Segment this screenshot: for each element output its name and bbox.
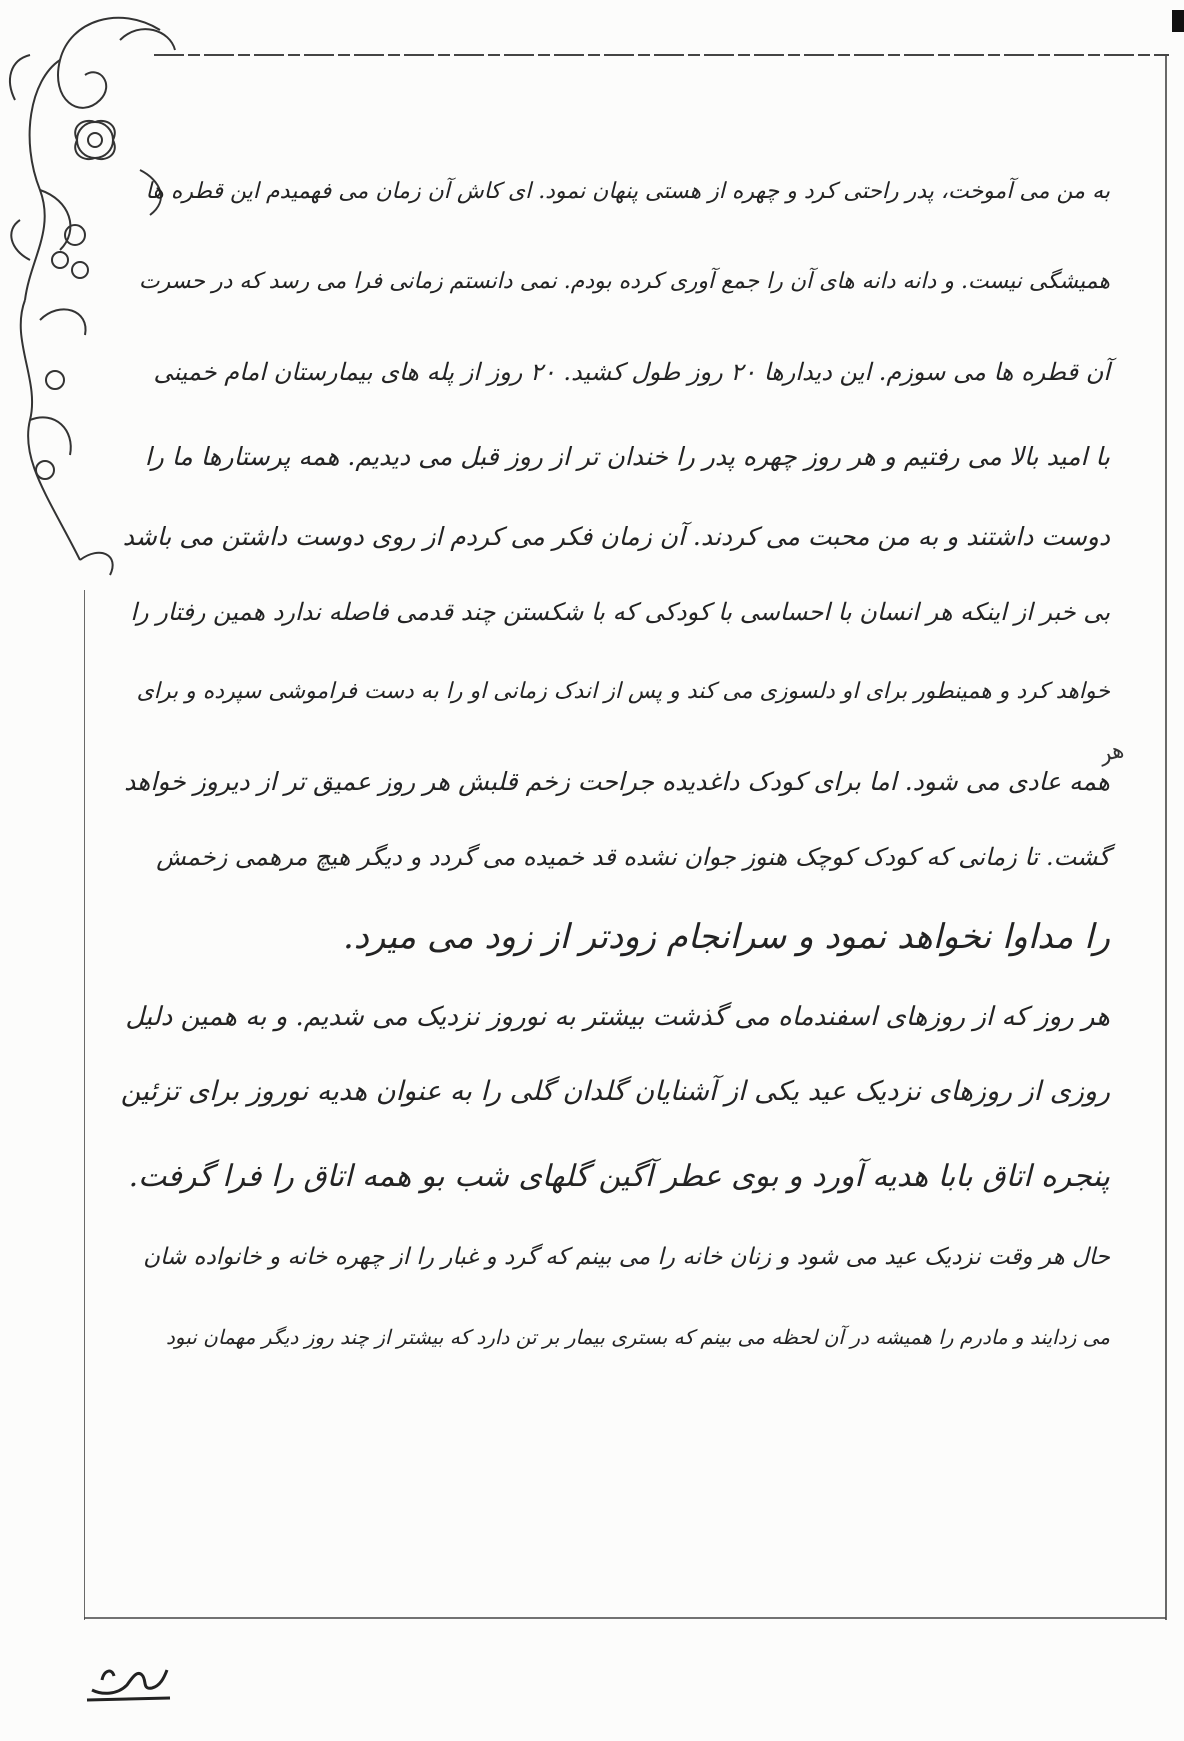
text-line: بی خبر از اینکه هر انسان با احساسی با کودکی که با شکستن چند قدمی فاصله ندارد همین رفتار را	[130, 598, 1110, 626]
text-line: همه عادی می شود. اما برای کودک داغدیده جراحت زخم قلبش هر روز عمیق تر از دیروز خواهد	[124, 767, 1110, 796]
text-line: را مداوا نخواهد نمود و سرانجام زودتر از زود می میرد.	[342, 917, 1110, 957]
text-line: حال هر وقت نزدیک عید می شود و زنان خانه را می بینم که گرد و غبار را از چهره خانه و خانواده شان	[143, 1244, 1110, 1270]
text-line: همیشگی نیست. و دانه دانه های آن را جمع آوری کرده بودم. نمی دانستم زمانی فرا می رسد که در حسرت	[138, 269, 1110, 294]
text-line: هر روز که از روزهای اسفندماه می گذشت بیشتر به نوروز نزدیک می شدیم. و به همین دلیل	[125, 1002, 1110, 1032]
text-line: دوست داشتند و به من محبت می کردند. آن زمان فکر می کردم از روی دوست داشتن می باشد	[122, 522, 1110, 551]
text-line: گشت. تا زمانی که کودک کوچک هنوز جوان نشده قد خمیده می گردد و دیگر هیچ مرهمی زخمش	[156, 843, 1110, 871]
text-line: آن قطره ها می سوزم. این دیدارها ۲۰ روز طول کشید. ۲۰ روز از پله های بیمارستان امام خمینی	[153, 358, 1110, 386]
text-line: می زدایند و مادرم را همیشه در آن لحظه می بینم که بستری بیمار بر تن دارد که بیشتر از چند روز دیگر مهمان نبود	[165, 1325, 1110, 1349]
signature-icon	[82, 1640, 172, 1710]
text-line: خواهد کرد و همینطور برای او دلسوزی می کند و پس از اندک زمانی او را به دست فراموشی سپرده و برای	[136, 679, 1110, 704]
text-line: پنجره اتاق بابا هدیه آورد و بوی عطر آگین گلهای شب بو همه اتاق را فرا گرفت.	[128, 1159, 1110, 1194]
signature	[82, 1640, 172, 1710]
text-line: به من می آموخت، پدر راحتی کرد و چهره از هستی پنهان نمود. ای کاش آن زمان می فهمیدم این قطره ها	[145, 179, 1110, 204]
scan-edge-mark	[1172, 10, 1184, 32]
text-line: با امید بالا می رفتیم و هر روز چهره پدر را خندان تر از روز قبل می دیدیم. همه پرستارها ما را	[144, 442, 1110, 471]
margin-note: هر	[1097, 737, 1127, 768]
text-line: روزی از روزهای نزدیک عید یکی از آشنایان گلدان گلی را به عنوان هدیه نوروز برای تزئین	[120, 1076, 1110, 1107]
